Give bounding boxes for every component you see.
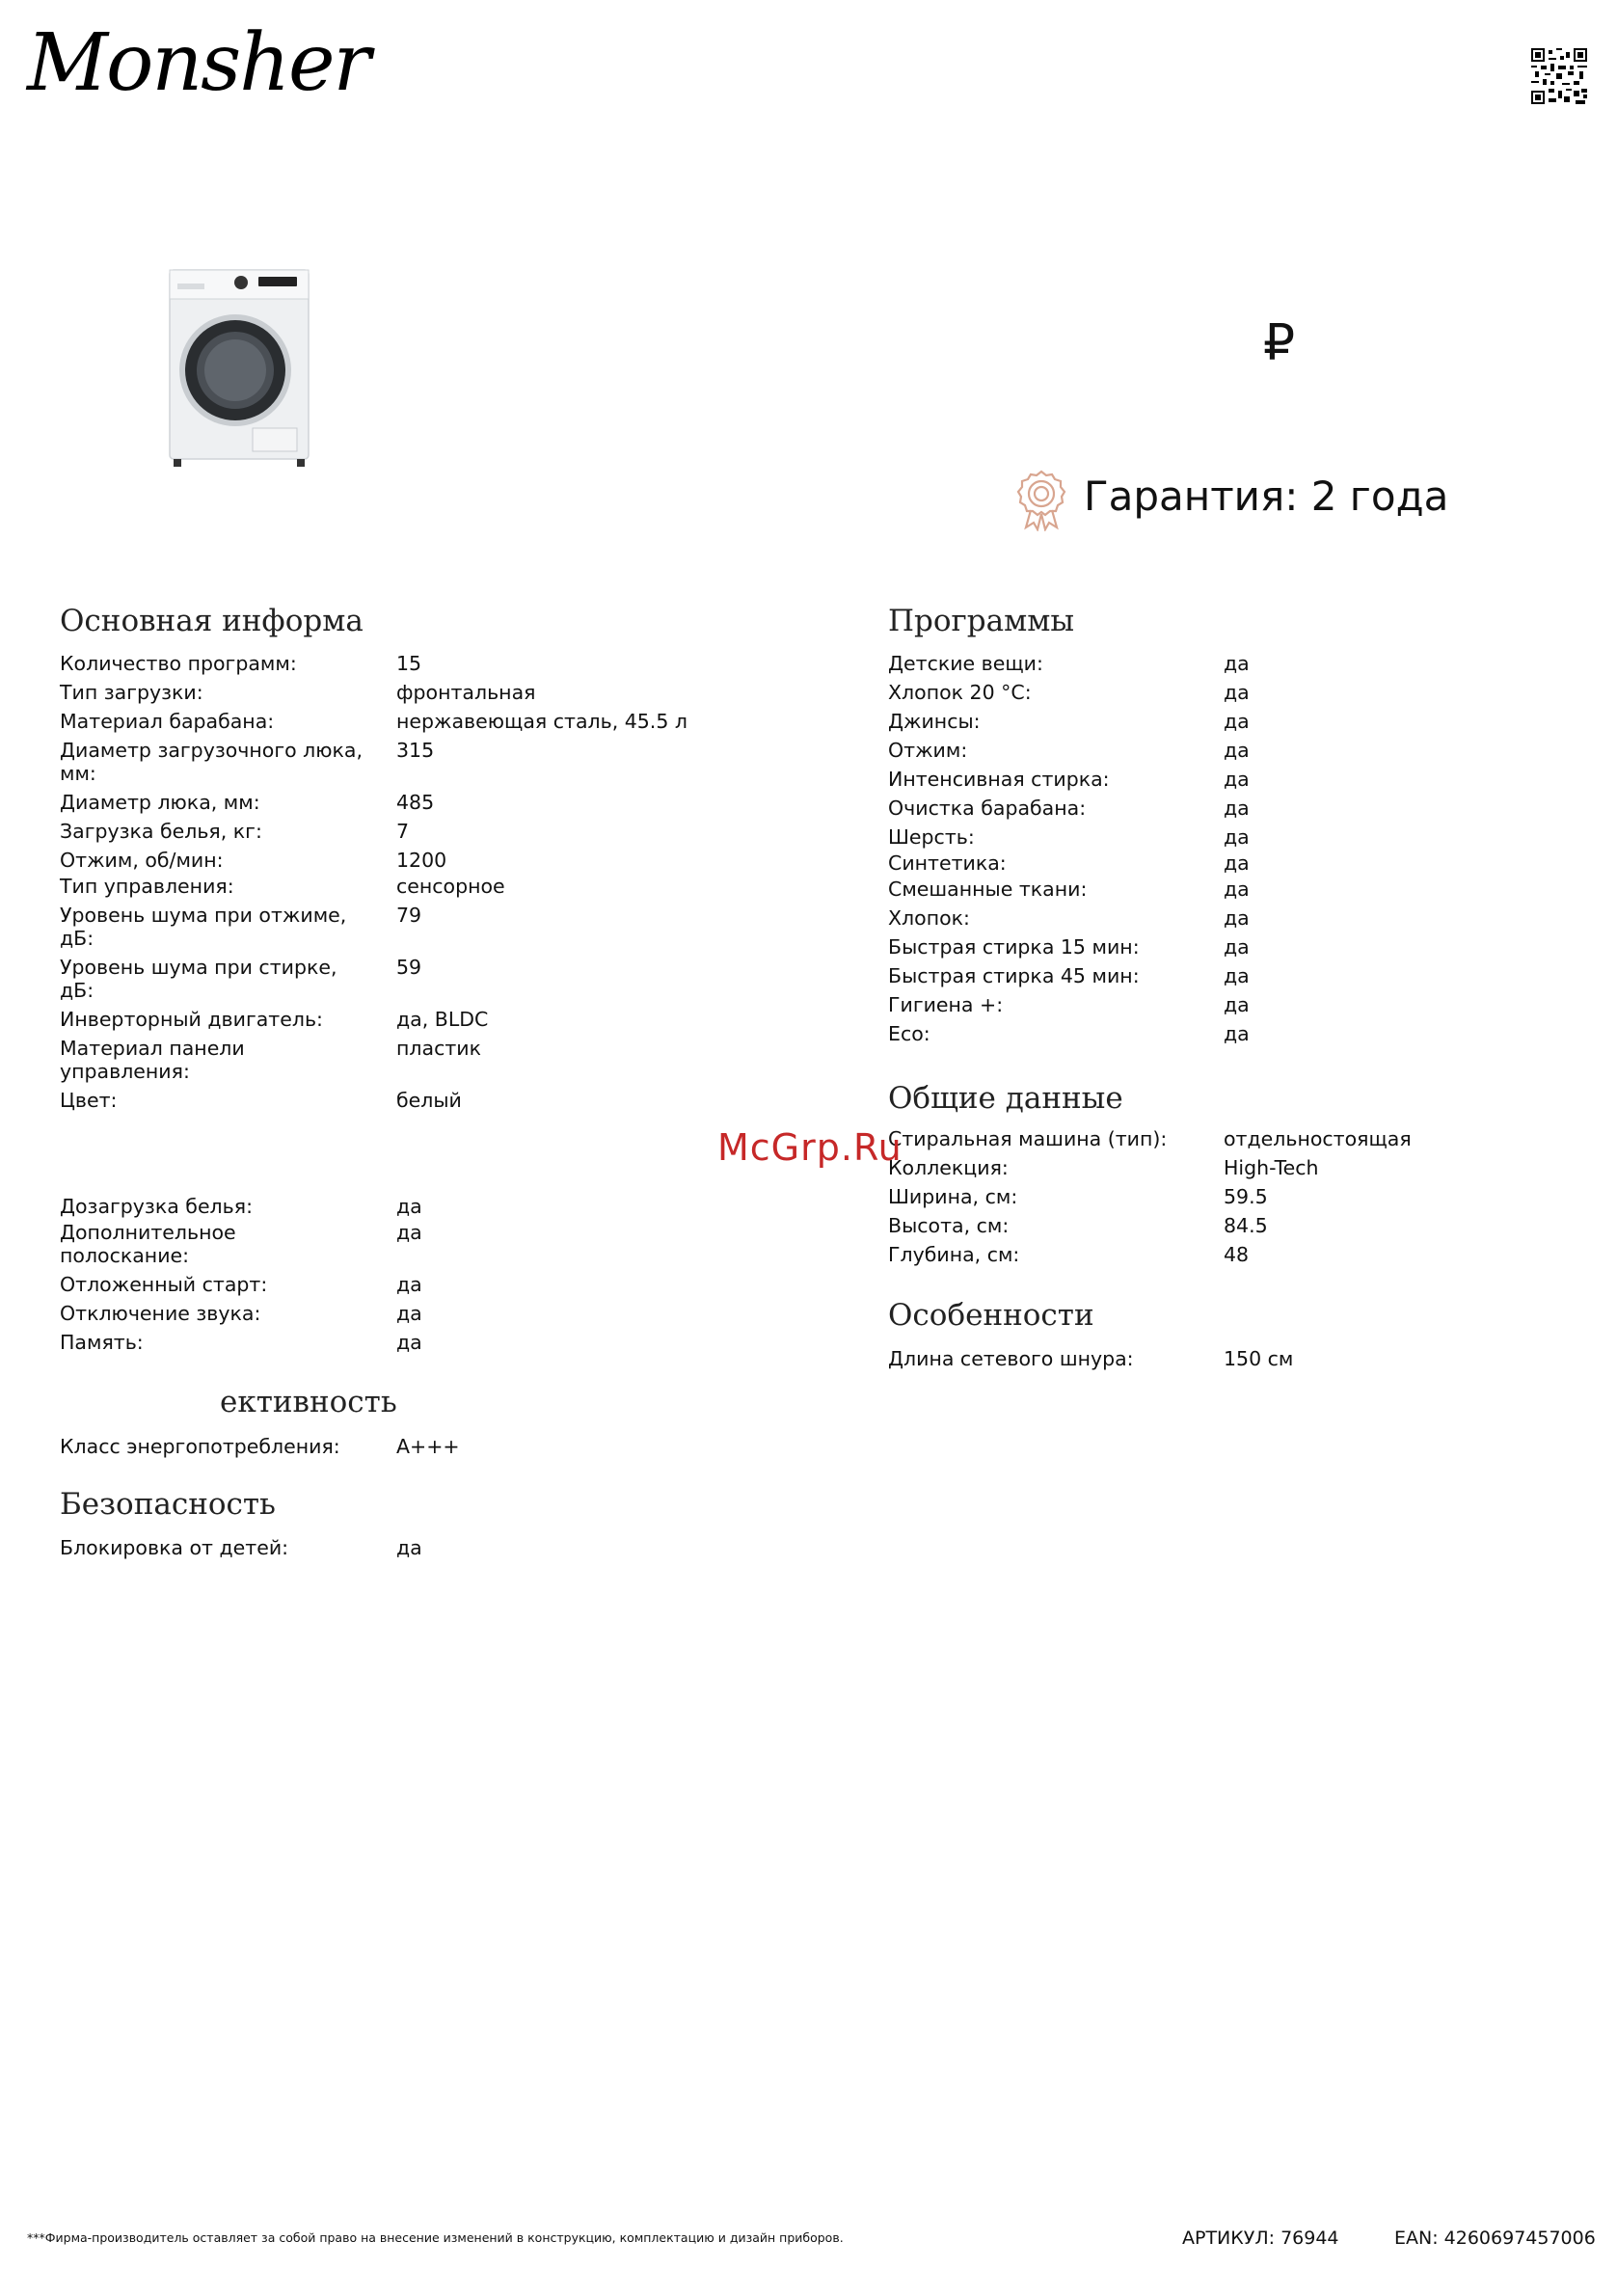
footer-sku [1182, 2228, 1339, 2249]
spec-value: да [396, 1273, 422, 1296]
spec-label: Синтетика: [888, 851, 1007, 875]
spec-label: Длина сетевого шнура: [888, 1347, 1134, 1370]
price-currency: ₽ [1263, 314, 1296, 372]
spec-label: Дозагрузка белья: [60, 1195, 253, 1218]
spec-value: A+++ [396, 1435, 460, 1458]
spec-value: да [1224, 768, 1250, 791]
spec-label: Материал барабана: [60, 710, 275, 733]
spec-value: да [396, 1536, 422, 1559]
spec-value: 59 [396, 956, 422, 979]
spec-label: Гигиена +: [888, 993, 1004, 1016]
section-title-efficiency: ективность [220, 1385, 397, 1419]
spec-label: Смешанные ткани: [888, 878, 1088, 901]
spec-label: Отложенный старт: [60, 1273, 268, 1296]
spec-value: 15 [396, 652, 422, 675]
spec-label: Быстрая стирка 15 мин: [888, 935, 1140, 959]
spec-value: да [396, 1221, 422, 1244]
warranty-label: Гарантия: 2 года [1084, 473, 1449, 520]
spec-value: да [1224, 1022, 1250, 1045]
spec-value: да [1224, 964, 1250, 987]
spec-label: Отключение звука: [60, 1302, 261, 1325]
sku-label: АРТИКУЛ: [1182, 2228, 1276, 2249]
spec-value: да [1224, 878, 1250, 901]
spec-value: да [1224, 851, 1250, 875]
spec-value: 315 [396, 739, 435, 762]
spec-value: пластик [396, 1037, 481, 1060]
spec-value: да [396, 1302, 422, 1325]
rosette-badge-icon [1014, 468, 1068, 531]
spec-label: Высота, см: [888, 1214, 1010, 1237]
spec-label: Хлопок: [888, 906, 970, 930]
spec-value: белый [396, 1089, 462, 1112]
spec-label: Хлопок 20 °C: [888, 681, 1032, 704]
spec-value: 7 [396, 820, 410, 843]
section-title-main: Основная информа [60, 604, 364, 638]
footer-ean [1394, 2228, 1596, 2249]
footer-disclaimer: ***Фирма-производитель оставляет за собой право на внесение изменений в конструкцию, комплектацию и дизайн приборов. [27, 2230, 844, 2245]
spec-label: Уровень шума при стирке, дБ: [60, 956, 337, 1002]
section-title-programs: Программы [888, 604, 1075, 638]
spec-label: Коллекция: [888, 1156, 1009, 1179]
spec-value: да, BLDC [396, 1008, 489, 1031]
spec-label: Уровень шума при отжиме, дБ: [60, 904, 347, 950]
section-title-general: Общие данные [888, 1081, 1123, 1116]
spec-value: да [1224, 906, 1250, 930]
brand-logo: Monsher [27, 17, 369, 109]
spec-label: Тип загрузки: [60, 681, 203, 704]
spec-label: Дополнительное полоскание: [60, 1221, 236, 1267]
spec-value: 150 см [1224, 1347, 1294, 1370]
spec-label: Отжим: [888, 739, 968, 762]
spec-label: Ширина, см: [888, 1185, 1018, 1208]
spec-value: 48 [1224, 1243, 1250, 1266]
spec-label: Очистка барабана: [888, 797, 1087, 820]
spec-label: Диаметр люка, мм: [60, 791, 260, 814]
spec-value: 84.5 [1224, 1214, 1268, 1237]
spec-label: Шерсть: [888, 825, 975, 849]
spec-label: Цвет: [60, 1089, 118, 1112]
spec-value: да [1224, 681, 1250, 704]
spec-value: да [1224, 993, 1250, 1016]
spec-value: фронтальная [396, 681, 536, 704]
sku-value: 76944 [1280, 2228, 1339, 2249]
spec-label: Стиральная машина (тип): [888, 1127, 1168, 1150]
spec-value: 485 [396, 791, 435, 814]
spec-value: 1200 [396, 849, 447, 872]
watermark: McGrp.Ru [717, 1126, 903, 1169]
spec-value: нержавеющая сталь, 45.5 л [396, 710, 687, 733]
spec-value: да [1224, 739, 1250, 762]
spec-label: Eco: [888, 1022, 930, 1045]
section-title-features: Особенности [888, 1298, 1094, 1333]
spec-label: Тип управления: [60, 875, 234, 898]
spec-value: отдельностоящая [1224, 1127, 1412, 1150]
spec-value: 79 [396, 904, 422, 927]
spec-value: да [1224, 710, 1250, 733]
spec-value: да [396, 1195, 422, 1218]
spec-value: да [1224, 797, 1250, 820]
spec-value: да [1224, 825, 1250, 849]
spec-value: High-Tech [1224, 1156, 1319, 1179]
ean-value: 4260697457006 [1443, 2228, 1596, 2249]
qr-code-icon [1531, 48, 1587, 104]
spec-label: Отжим, об/мин: [60, 849, 224, 872]
spec-value: да [1224, 652, 1250, 675]
spec-value: сенсорное [396, 875, 505, 898]
spec-label: Детские вещи: [888, 652, 1043, 675]
spec-label: Память: [60, 1331, 144, 1354]
spec-label: Загрузка белья, кг: [60, 820, 262, 843]
spec-label: Класс энергопотребления: [60, 1435, 340, 1458]
spec-label: Джинсы: [888, 710, 981, 733]
spec-value: да [1224, 935, 1250, 959]
spec-label: Глубина, см: [888, 1243, 1020, 1266]
section-title-safety: Безопасность [60, 1487, 276, 1522]
spec-value: 59.5 [1224, 1185, 1268, 1208]
spec-label: Диаметр загрузочного люка, мм: [60, 739, 363, 785]
spec-label: Материал панели управления: [60, 1037, 245, 1083]
spec-label: Быстрая стирка 45 мин: [888, 964, 1140, 987]
spec-label: Количество программ: [60, 652, 297, 675]
spec-label: Интенсивная стирка: [888, 768, 1110, 791]
spec-label: Блокировка от детей: [60, 1536, 289, 1559]
spec-value: да [396, 1331, 422, 1354]
product-image [166, 266, 312, 473]
spec-label: Инверторный двигатель: [60, 1008, 323, 1031]
ean-label: EAN: [1394, 2228, 1439, 2249]
